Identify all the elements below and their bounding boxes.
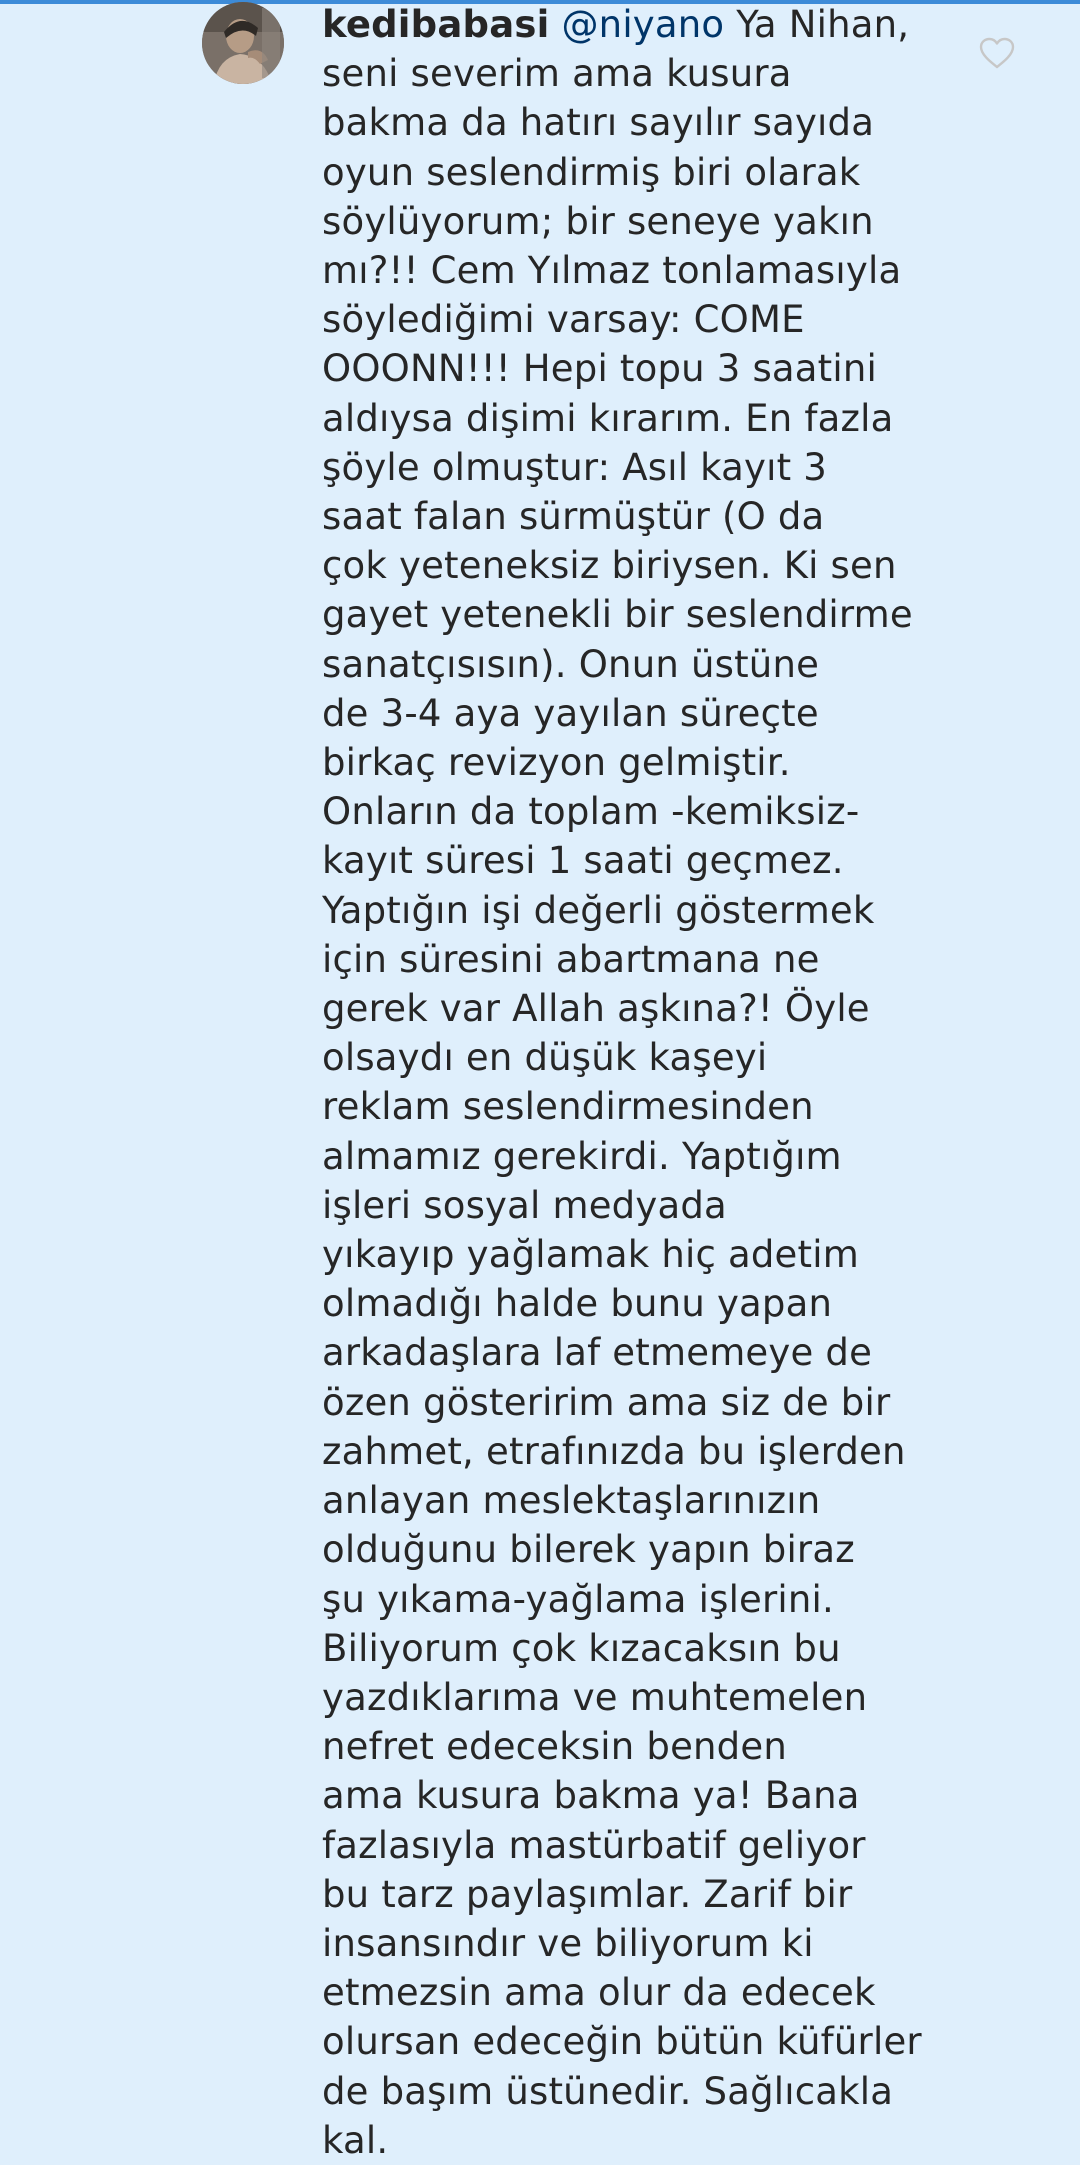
heart-outline-icon <box>978 36 1016 70</box>
comment-body: Ya Nihan, seni severim ama kusura bakma da hatırı sayılır sayıda oyun seslendirmiş biri olarak söylüyorum; bir seneye yakın mı?!! Cem Yılmaz tonlamasıyla söylediğimi varsay: COME OOONN!!! Hepi topu 3 saatini aldıysa dişimi kırarım. En fazla şöyle olmuştur: Asıl kayıt 3 saat falan sürmüştür (O da çok yeteneksiz biriysen. Ki sen gayet yetenekli bir seslendirme sanatçısısın). Onun üstüne de 3-4 aya yayılan süreçte birkaç revizyon gelmiştir. Onların da toplam -kemiksiz- kayıt süresi 1 saati geçmez. Yaptığın işi değerli göstermek için süresini abartmana ne gerek var Allah aşkına?! Öyle olsaydı en düşük kaşeyi reklam seslendirmesinden almamız gerekirdi. Yaptığım işleri sosyal medyada yıkayıp yağlamak hiç adetim olmadığı halde bunu yapan arkadaşlara laf etmemeye de özen gösteririm ama siz de bir zahmet, etrafınızda bu işlerden anlayan meslektaşlarınızın olduğunu bilerek yapın biraz şu yıkama-yağlama işlerini. Biliyorum çok kızacaksın bu yazdıklarıma ve muhtemelen nefret edeceksin benden ama kusura bakma ya! Bana fazlasıyla mastürbatif geliyor bu tarz paylaşımlar. Zarif bir insansındır ve biliyorum ki etmezsin ama olur da edecek olursan edeceğin bütün küfürler de başım üstünedir. Sağlıcakla kal. <box>322 3 922 2162</box>
avatar[interactable] <box>202 2 284 84</box>
comment-username[interactable]: kedibabasi <box>322 3 550 46</box>
comment-text <box>322 0 932 2165</box>
avatar-photo <box>202 2 284 84</box>
like-button[interactable] <box>978 36 1016 70</box>
mention-link[interactable]: @niyano <box>561 3 725 46</box>
